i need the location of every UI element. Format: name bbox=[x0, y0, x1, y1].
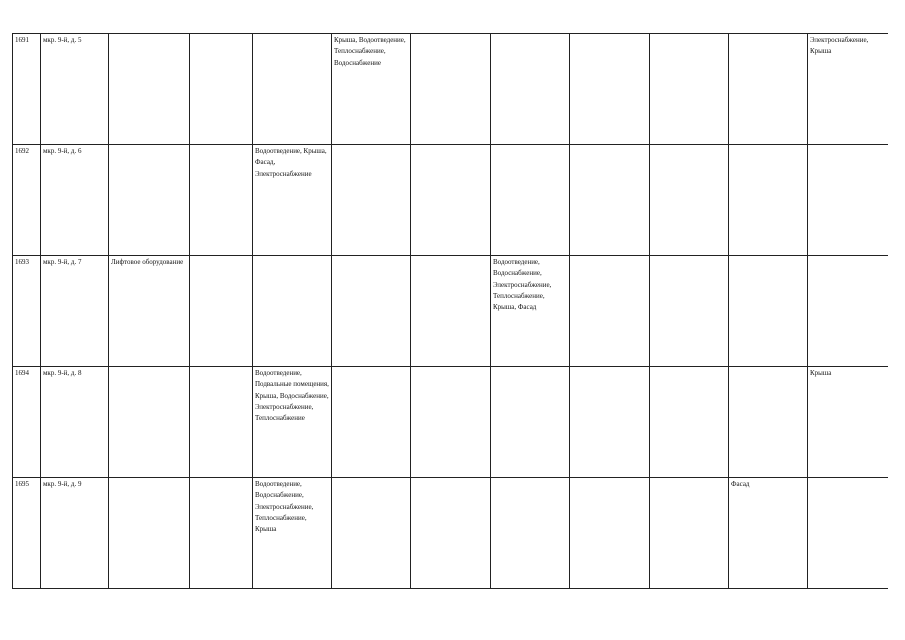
table-cell bbox=[570, 145, 650, 256]
address-cell: мкр. 9-й, д. 6 bbox=[41, 145, 109, 256]
row-number-cell: 1691 bbox=[13, 34, 41, 145]
table-cell bbox=[650, 34, 729, 145]
table-cell bbox=[253, 256, 332, 367]
table-cell bbox=[190, 478, 253, 589]
table-cell bbox=[411, 478, 491, 589]
table-cell bbox=[109, 145, 190, 256]
table-cell bbox=[729, 145, 808, 256]
table-cell bbox=[332, 256, 411, 367]
table-cell bbox=[491, 34, 570, 145]
table-cell bbox=[570, 34, 650, 145]
table-cell: Крыша bbox=[808, 367, 888, 478]
table-cell bbox=[411, 34, 491, 145]
table-cell bbox=[491, 367, 570, 478]
table-cell bbox=[411, 256, 491, 367]
table-cell bbox=[190, 145, 253, 256]
table-cell bbox=[570, 478, 650, 589]
table-cell bbox=[253, 34, 332, 145]
table-row bbox=[13, 367, 888, 478]
table-cell: Водоотведение, Водоснабжение, Электроснабжение, Теплоснабжение, Крыша bbox=[253, 478, 332, 589]
table-cell bbox=[729, 34, 808, 145]
table-cell bbox=[808, 145, 888, 256]
table-cell bbox=[332, 478, 411, 589]
repair-schedule-table bbox=[12, 33, 888, 589]
table-cell bbox=[729, 367, 808, 478]
table-cell bbox=[650, 478, 729, 589]
table-row bbox=[13, 145, 888, 256]
row-number-cell: 1692 bbox=[13, 145, 41, 256]
table-cell bbox=[190, 367, 253, 478]
address-cell: мкр. 9-й, д. 9 bbox=[41, 478, 109, 589]
table-cell bbox=[570, 367, 650, 478]
table-cell: Фасад bbox=[729, 478, 808, 589]
table-cell bbox=[411, 367, 491, 478]
table-cell bbox=[109, 367, 190, 478]
table-cell: Водоотведение, Подвальные помещения, Крыша, Водоснабжение, Электроснабжение, Теплоснабжение bbox=[253, 367, 332, 478]
table-cell bbox=[650, 145, 729, 256]
table-cell bbox=[332, 367, 411, 478]
table-row bbox=[13, 34, 888, 145]
table-row bbox=[13, 256, 888, 367]
address-cell: мкр. 9-й, д. 5 bbox=[41, 34, 109, 145]
table-cell bbox=[109, 34, 190, 145]
table-cell bbox=[190, 256, 253, 367]
table-cell bbox=[808, 478, 888, 589]
table-row bbox=[13, 478, 888, 589]
row-number-cell: 1693 bbox=[13, 256, 41, 367]
table-cell: Крыша, Водоотведение, Теплоснабжение, Водоснабжение bbox=[332, 34, 411, 145]
row-number-cell: 1695 bbox=[13, 478, 41, 589]
table-cell bbox=[491, 145, 570, 256]
address-cell: мкр. 9-й, д. 7 bbox=[41, 256, 109, 367]
table-cell bbox=[411, 145, 491, 256]
table-cell: Водоотведение, Водоснабжение, Электроснабжение, Теплоснабжение, Крыша, Фасад bbox=[491, 256, 570, 367]
table-cell bbox=[808, 256, 888, 367]
table-cell: Электроснабжение, Крыша bbox=[808, 34, 888, 145]
table-cell: Водоотведение, Крыша, Фасад, Электроснабжение bbox=[253, 145, 332, 256]
table-cell bbox=[570, 256, 650, 367]
table-cell bbox=[650, 367, 729, 478]
table-cell bbox=[729, 256, 808, 367]
table-cell bbox=[109, 478, 190, 589]
table-cell: Лифтовое оборудование bbox=[109, 256, 190, 367]
table-cell bbox=[491, 478, 570, 589]
table-cell bbox=[332, 145, 411, 256]
row-number-cell: 1694 bbox=[13, 367, 41, 478]
address-cell: мкр. 9-й, д. 8 bbox=[41, 367, 109, 478]
table-cell bbox=[650, 256, 729, 367]
table-cell bbox=[190, 34, 253, 145]
